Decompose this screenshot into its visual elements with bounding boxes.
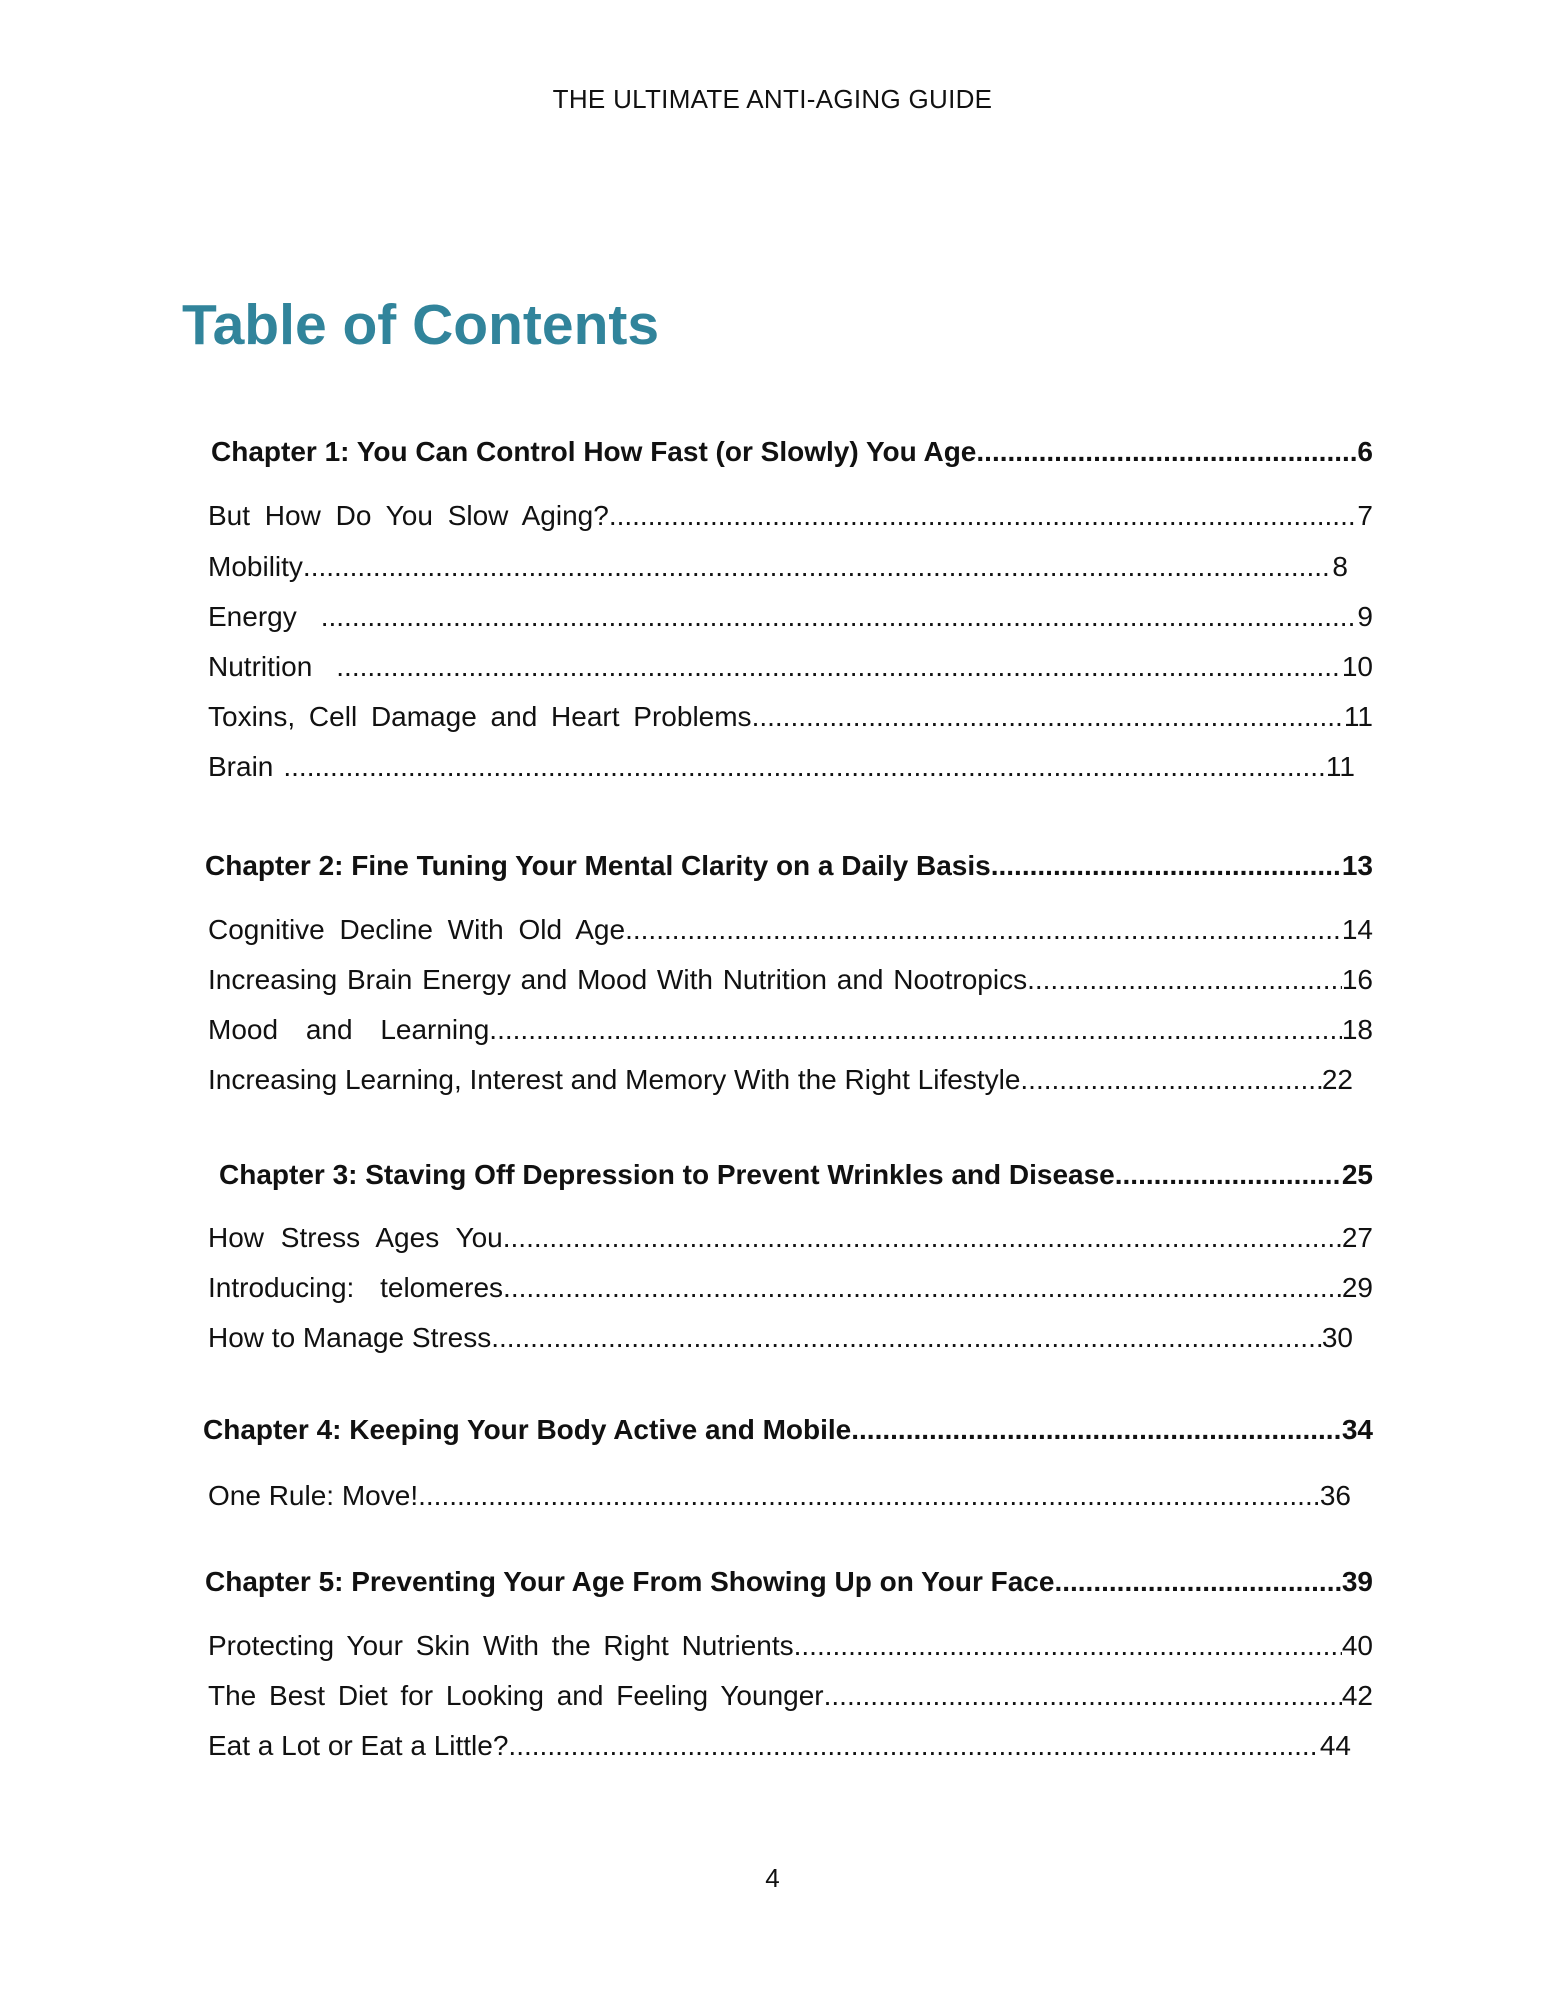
toc-entry-title: Energy (208, 601, 297, 632)
toc-leader-dots (991, 846, 1342, 886)
toc-page-number: 40 (1341, 1630, 1373, 1661)
toc-entry-title: Chapter 5: Preventing Your Age From Showing Up on Your Face (205, 1566, 1055, 1597)
toc-entry-telomeres[interactable] (208, 1268, 1373, 1308)
toc-entry-title: Increasing Brain Energy and Mood With Nutrition and Nootropics (208, 964, 1028, 995)
toc-leader-dots (976, 432, 1357, 472)
toc-entry-title: One Rule: Move! (208, 1480, 419, 1511)
toc-leader-dots (503, 1218, 1342, 1258)
toc-page-number: 10 (1341, 651, 1373, 682)
toc-entry-title: Brain (208, 751, 274, 782)
toc-page-number: 25 (1341, 1159, 1373, 1190)
toc-entry-title: Chapter 2: Fine Tuning Your Mental Clarity on a Daily Basis (205, 850, 991, 881)
toc-page-number: 18 (1341, 1014, 1373, 1045)
toc-entry-energy[interactable] (208, 597, 1373, 637)
running-header: THE ULTIMATE ANTI-AGING GUIDE (552, 84, 993, 114)
toc-entry-title: Mood and Learning (208, 1014, 490, 1045)
toc-page-number: 44 (1319, 1730, 1351, 1761)
toc-leader-dots (1020, 1060, 1321, 1100)
toc-page-number: 8 (1332, 551, 1348, 582)
toc-page-number: 14 (1341, 914, 1373, 945)
toc-page-number: 34 (1341, 1414, 1373, 1445)
toc-page-number: 42 (1341, 1680, 1373, 1711)
toc-page-number: 39 (1341, 1566, 1373, 1597)
toc-leader-dots (851, 1410, 1342, 1450)
toc-entry-mood-learning[interactable] (208, 1010, 1373, 1050)
toc-leader-dots (625, 910, 1342, 950)
toc-leader-dots (824, 1676, 1342, 1716)
toc-leader-dots (418, 1476, 1320, 1516)
toc-page-number: 16 (1341, 964, 1373, 995)
toc-page-number: 29 (1341, 1272, 1373, 1303)
toc-leader-dots (1054, 1562, 1341, 1602)
toc-entry-title: How to Manage Stress (208, 1322, 492, 1353)
toc-entry-title: Toxins, Cell Damage and Heart Problems (208, 701, 752, 732)
toc-leader-dots (491, 1318, 1322, 1358)
toc-leader-dots (508, 1726, 1319, 1766)
toc-entry-best-diet[interactable] (208, 1676, 1373, 1716)
toc-chapter-3[interactable] (219, 1155, 1373, 1195)
toc-entry-manage-stress[interactable] (208, 1318, 1353, 1358)
toc-leader-dots (321, 597, 1358, 637)
toc-entry-stress-ages[interactable] (208, 1218, 1373, 1258)
toc-leader-dots (609, 496, 1358, 536)
toc-entry-brain[interactable] (208, 747, 1355, 787)
toc-leader-dots (1027, 960, 1342, 1000)
toc-leader-dots (1115, 1155, 1342, 1195)
toc-leader-dots (489, 1010, 1342, 1050)
toc-page-number: 6 (1357, 436, 1373, 467)
toc-entry-title: Cognitive Decline With Old Age (208, 914, 626, 945)
toc-entry-learning-lifestyle[interactable] (208, 1060, 1353, 1100)
toc-entry-title: Eat a Lot or Eat a Little? (208, 1730, 509, 1761)
toc-page-number: 13 (1341, 850, 1373, 881)
toc-leader-dots (283, 747, 1326, 787)
toc-page-number: 11 (1325, 751, 1355, 782)
toc-entry-title: Chapter 1: You Can Control How Fast (or Slowly) You Age (211, 436, 977, 467)
page-title: Table of Contents (182, 293, 660, 357)
toc-page-number: 36 (1319, 1480, 1351, 1511)
toc-entry-eat-lot-little[interactable] (208, 1726, 1351, 1766)
toc-page-number: 27 (1341, 1222, 1373, 1253)
toc-page-number: 9 (1357, 601, 1373, 632)
toc-page-number: 11 (1343, 701, 1373, 732)
toc-leader-dots (794, 1626, 1342, 1666)
toc-entry-title: Increasing Learning, Interest and Memory With the Right Lifestyle (208, 1064, 1021, 1095)
toc-entry-skin-nutrients[interactable] (208, 1626, 1373, 1666)
toc-entry-title: But How Do You Slow Aging? (208, 500, 609, 531)
toc-entry-title: Protecting Your Skin With the Right Nutrients (208, 1630, 794, 1661)
toc-chapter-4[interactable] (203, 1410, 1373, 1450)
toc-entry-title: Mobility (208, 551, 303, 582)
toc-entry-title: Nutrition (208, 651, 313, 682)
toc-chapter-5[interactable] (205, 1562, 1373, 1602)
page-number: 4 (765, 1863, 780, 1893)
toc-page-number: 30 (1321, 1322, 1353, 1353)
toc-entry-title: Chapter 4: Keeping Your Body Active and Mobile (203, 1414, 852, 1445)
toc-entry-toxins[interactable] (208, 697, 1373, 737)
toc-entry-nutrition[interactable] (208, 647, 1373, 687)
toc-leader-dots (752, 697, 1344, 737)
toc-leader-dots (503, 1268, 1342, 1308)
toc-entry-slow-aging[interactable] (208, 496, 1373, 536)
toc-leader-dots (303, 547, 1333, 587)
toc-chapter-2[interactable] (205, 846, 1373, 886)
toc-page-number: 7 (1357, 500, 1373, 531)
toc-entry-cognitive-decline[interactable] (208, 910, 1373, 950)
toc-entry-title: Chapter 3: Staving Off Depression to Prevent Wrinkles and Disease (219, 1159, 1115, 1190)
toc-entry-title: Introducing: telomeres (208, 1272, 504, 1303)
toc-page-number: 22 (1321, 1064, 1353, 1095)
toc-entry-mobility[interactable] (208, 547, 1348, 587)
toc-entry-move[interactable] (208, 1476, 1351, 1516)
toc-leader-dots (336, 647, 1342, 687)
toc-entry-brain-energy[interactable] (208, 960, 1373, 1000)
toc-entry-title: The Best Diet for Looking and Feeling Younger (208, 1680, 824, 1711)
toc-chapter-1[interactable] (211, 432, 1373, 472)
toc-entry-title: How Stress Ages You (208, 1222, 503, 1253)
